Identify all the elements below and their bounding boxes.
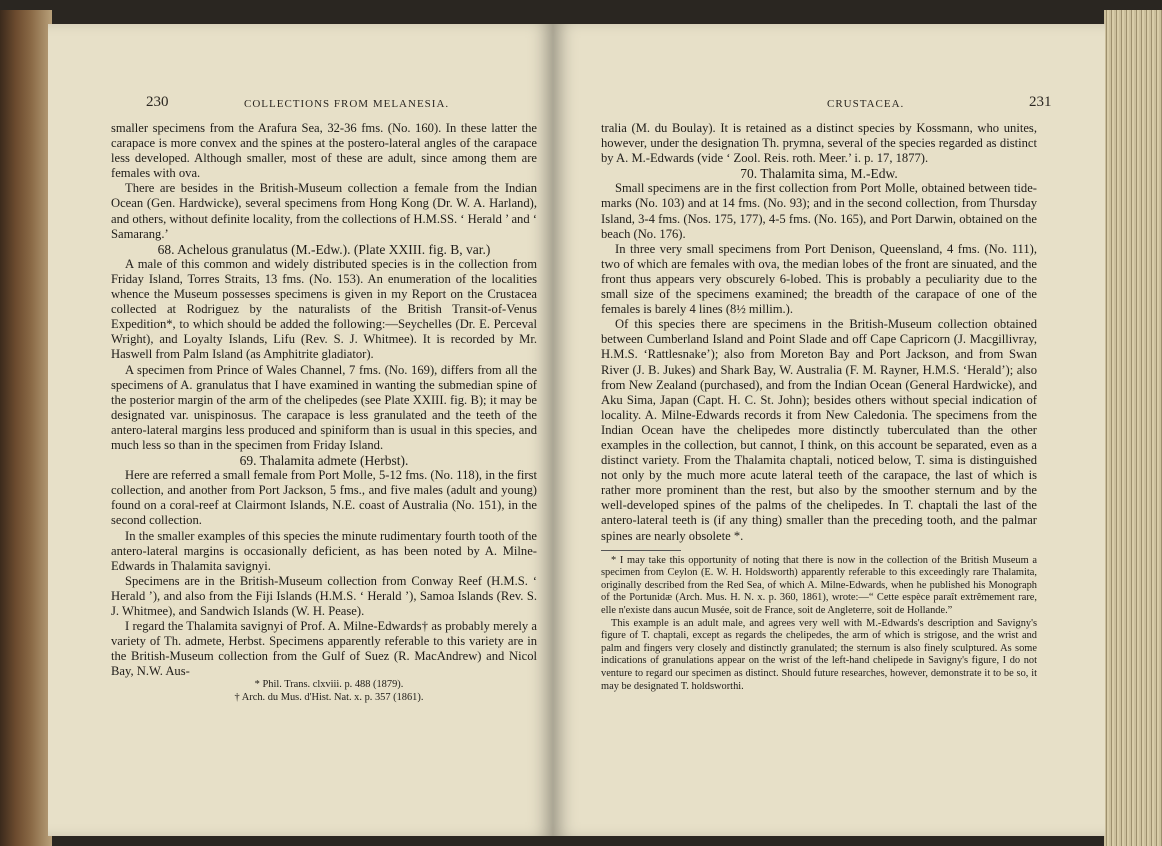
footnote: * Phil. Trans. clxviii. p. 488 (1879). xyxy=(254,679,404,691)
paragraph: Specimens are in the British-Museum collection from Conway Reef (H.M.S. ‘ Herald ’), and also from the Fiji Islands (H.M.S. ‘ Herald ’), Samoa Islands (Rev. S. J. Whitmee), and Sandwich Islands (W. H. Pease). xyxy=(111,573,537,618)
left-footnotes xyxy=(111,679,537,704)
paragraph: In the smaller examples of this species the minute rudimentary fourth tooth of the antero-lateral margins is occasionally deficient, as has been noted by A. Milne-Edwards in Thalamita savignyi. xyxy=(111,528,537,573)
paragraph: In three very small specimens from Port Denison, Queensland, 4 fms. (No. 111), two of which are females with ova, the median lobes of the front are sinuated, and the front thus appears very obscurely 6-lobed. This is probably a peculiarity due to the small size of the specimens examined; the breadth of the carapace of one of the females is barely 4 lines (8½ millim.). xyxy=(601,241,1037,317)
left-book-edge xyxy=(0,10,52,846)
left-body xyxy=(111,121,537,705)
right-footnotes xyxy=(601,555,1037,694)
paragraph: Small specimens are in the first collection from Port Molle, obtained between tide-marks (No. 103) and at 14 fms. (No. 93); and in the second collection, from Thursday Island, 3-4 fms. (Nos. 175, 177), 4-5 fms. (No. 165), and Port Darwin, obtained on the beach (No. 176). xyxy=(601,181,1037,241)
footnote: * I may take this opportunity of noting that there is now in the collection of the British Museum a specimen from Ceylon (E. W. H. Holdsworth) apparently referable to this exceedingly rare Thalamita, originally described from the Red Sea, of which A. Milne-Edwards, when he published his Monograph of the Portunidæ (Arch. Mus. H. N. x. p. 360, 1861), wrote:—“ Cette espèce paraît extrêmement rare, elle n'existe dans aucun Musée, soit de France, soit de Angleterre, soit de Hollande.” xyxy=(601,554,1037,616)
right-running-head: CRUSTACEA. xyxy=(827,98,905,110)
paragraph: There are besides in the British-Museum collection a female from the Indian Ocean (Gen. Hardwicke), several specimens from Hong Kong (Dr. W. A. Harland), and others, without definite locality, from the collections of H.M.SS. ‘ Herald ’ and ‘ Samarang.’ xyxy=(111,181,537,241)
paragraph: A specimen from Prince of Wales Channel, 7 fms. (No. 169), differs from all the specimens of A. granulatus that I have examined in wanting the submedian spine of the posterior margin of the arm of the chelipedes (see Plate XXIII. fig. B); it may be designated var. unispinosus. The carapace is less granulated and the teeth of the antero-lateral margins less produced and spiniform than is usual in this species, and much less so than in the specimen from Friday Island. xyxy=(111,362,537,452)
footnote-rule xyxy=(601,550,681,551)
paragraph: tralia (M. du Boulay). It is retained as a distinct species by Kossmann, who unites, however, under the designation Th. prymna, several of the species regarded as distinct by A. M.-Edwards (vide ‘ Zool. Reis. roth. Meer.’ i. p. 17, 1877). xyxy=(601,121,1037,166)
right-page-number: 231 xyxy=(1029,94,1052,110)
section-heading-69: 69. Thalamita admete (Herbst). xyxy=(239,453,409,469)
right-page xyxy=(553,24,1105,836)
paragraph: Here are referred a small female from Port Molle, 5-12 fms. (No. 118), in the first collection, and another from Port Jackson, 5 fms., and five males (adult and young) found on a coral-reef at Clairmont Islands, N.E. coast of Australia (No. 151), in the second collection. xyxy=(111,468,537,528)
left-page-number: 230 xyxy=(146,94,169,110)
right-page-edges xyxy=(1104,10,1162,846)
paragraph: Of this species there are specimens in the British-Museum collection obtained between Cumberland Island and Point Slade and off Cape Capricorn (J. Macgillivray, H.M.S. ‘Rattlesnake’); also from Moreton Bay and Port Jackson, and from Swan River (J. B. Jukes) and Shark Bay, W. Australia (F. M. Rayner, H.M.S. ‘Herald’); also from New Zealand (purchased), and from the Indian Ocean (General Hardwicke), and Aku Sima, Japan (Capt. H. C. St. John); besides others without special indication of locality. A. Milne-Edwards records it from New Caledonia. The specimens from the Indian Ocean have the chelipedes more distinctly tuberculated than the other examples in the collection, but cannot, I think, on this account be separated, even as a distinct variety. From the Thalamita chaptali, noticed below, T. sima is distinguished not only by the much more acute lateral teeth of the carapace, the last of which is rather more prominent than the rest, but also by the smoother sternum and by the well-developed spines of the palms of the chelipedes. In T. chaptali the last of the antero-lateral teeth is (if any thing) smaller than the preceding tooth, and the palmar spines are nearly obsolete *. xyxy=(601,317,1037,543)
section-heading-70: 70. Thalamita sima, M.-Edw. xyxy=(740,166,898,182)
footnote: † Arch. du Mus. d'Hist. Nat. x. p. 357 (1861). xyxy=(234,692,424,704)
section-heading-68: 68. Achelous granulatus (M.-Edw.). (Plate XXIII. fig. B, var.) xyxy=(157,241,491,257)
paragraph: I regard the Thalamita savignyi of Prof. A. Milne-Edwards† as probably merely a variety of Th. admete, Herbst. Specimens apparently referable to this variety are in the British-Museum collection from the Gulf of Suez (R. MacAndrew) and Nicol Bay, N.W. Aus- xyxy=(111,619,537,679)
left-page xyxy=(48,24,553,836)
paragraph: A male of this common and widely distributed species is in the collection from Friday Island, Torres Straits, 13 fms. (No. 153). An enumeration of the localities whence the Museum possesses specimens is given in my Report on the Crustacea collected at Rodriguez by the naturalists of the British Transit-of-Venus Expedition*, to which should be added the following:—Seychelles (Dr. E. Perceval Wright), and Loyalty Islands, Lifu (Rev. S. J. Whitmee). It is recorded by Mr. Haswell from Palm Island (as Amphitrite gladiator). xyxy=(111,256,537,362)
paragraph: smaller specimens from the Arafura Sea, 32-36 fms. (No. 160). In these latter the carapace is more convex and the spines at the postero-lateral angles of the carapace less developed. Although smaller, most of these are adult, since among them are females with ova. xyxy=(111,121,537,181)
footnote: This example is an adult male, and agrees very well with M.-Edwards's description and Savigny's figure of T. chaptali, except as regards the chelipedes, the arm of which is strigose, and the wrist and palm and fingers very closely and distinctly granulated; the sternum is also finely sculptured. As some indications of granulations appear on the wrist of the left-hand chelipede in Savigny's figure, I do not venture to regard our specimen as distinct. Should future researches, however, demonstrate it to be so, it may be designated T. holdsworthi. xyxy=(601,617,1037,692)
right-body xyxy=(601,121,1037,693)
left-running-head: COLLECTIONS FROM MELANESIA. xyxy=(244,98,450,110)
